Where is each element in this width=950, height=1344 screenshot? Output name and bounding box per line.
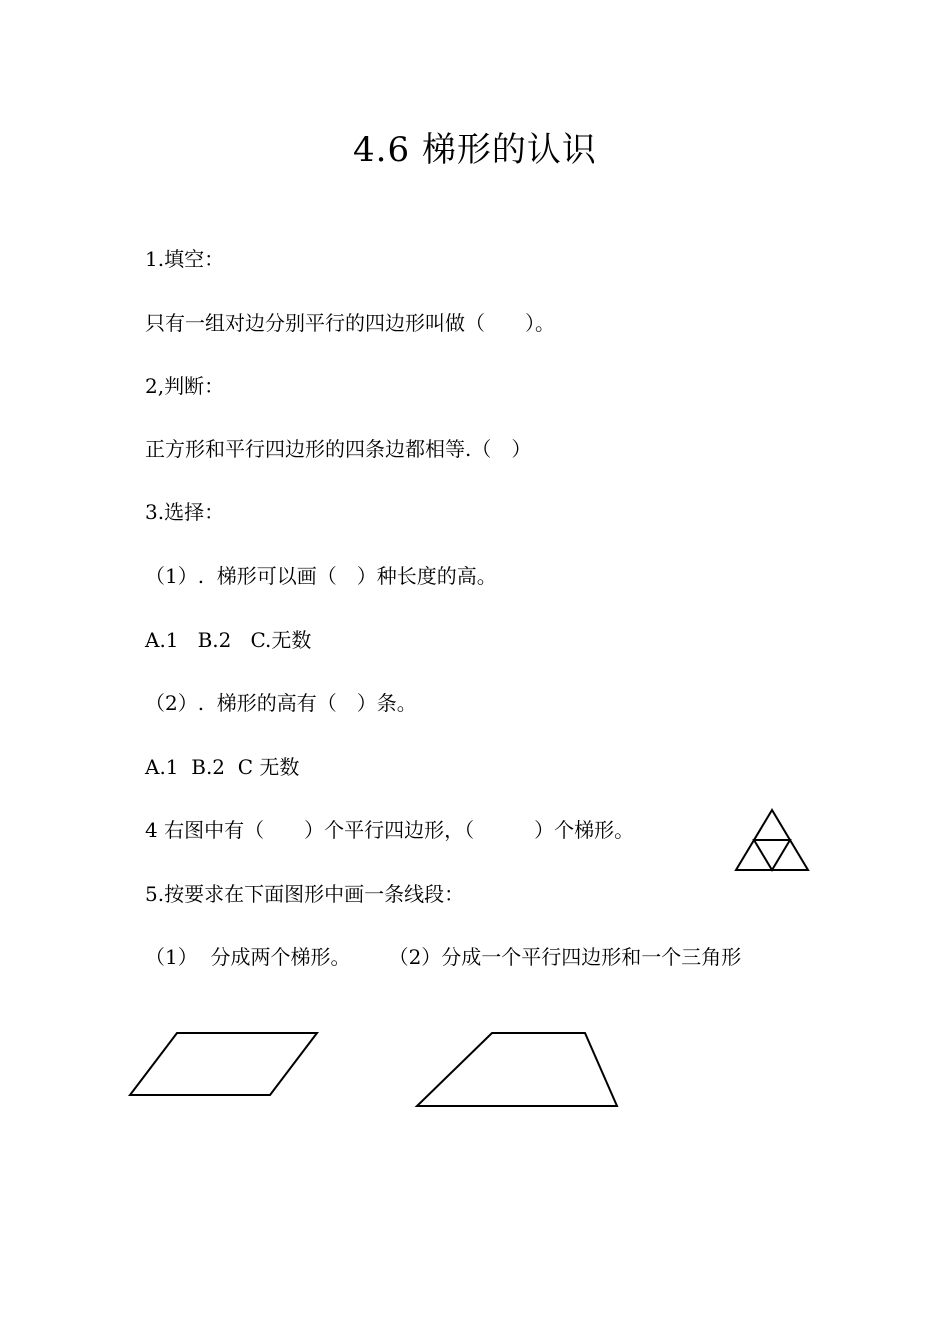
parallelogram-figure (120, 1022, 330, 1106)
trapezoid-shape (417, 1033, 617, 1106)
parallelogram-shape (130, 1033, 317, 1095)
page-title: 4.6 梯形的认识 (353, 130, 597, 170)
q5-heading: 5.按要求在下面图形中画一条线段： (145, 882, 465, 906)
q5-parts: （1） 分成两个梯形。 （2）分成一个平行四边形和一个三角形 (145, 945, 742, 969)
q1-heading: 1.填空： (145, 247, 225, 271)
q3-sub2-options: A.1 B.2 C 无数 (145, 755, 300, 779)
q2-text: 正方形和平行四边形的四条边都相等.（ ） (145, 437, 532, 461)
q3-sub1: （1）. 梯形可以画（ ）种长度的高。 (145, 564, 497, 588)
q2-heading: 2,判断： (145, 374, 225, 398)
q3-sub2: （2）. 梯形的高有（ ）条。 (145, 691, 417, 715)
q3-heading: 3.选择： (145, 500, 225, 524)
q4-text: 4 右图中有（ ）个平行四边形，（ ）个梯形。 (145, 818, 635, 842)
q1-text: 只有一组对边分别平行的四边形叫做（ ）。 (145, 311, 555, 335)
q3-sub1-options: A.1 B.2 C.无数 (145, 628, 312, 652)
triangle-figure (730, 806, 814, 876)
trapezoid-figure (408, 1022, 630, 1118)
inner-triangle (754, 840, 790, 870)
